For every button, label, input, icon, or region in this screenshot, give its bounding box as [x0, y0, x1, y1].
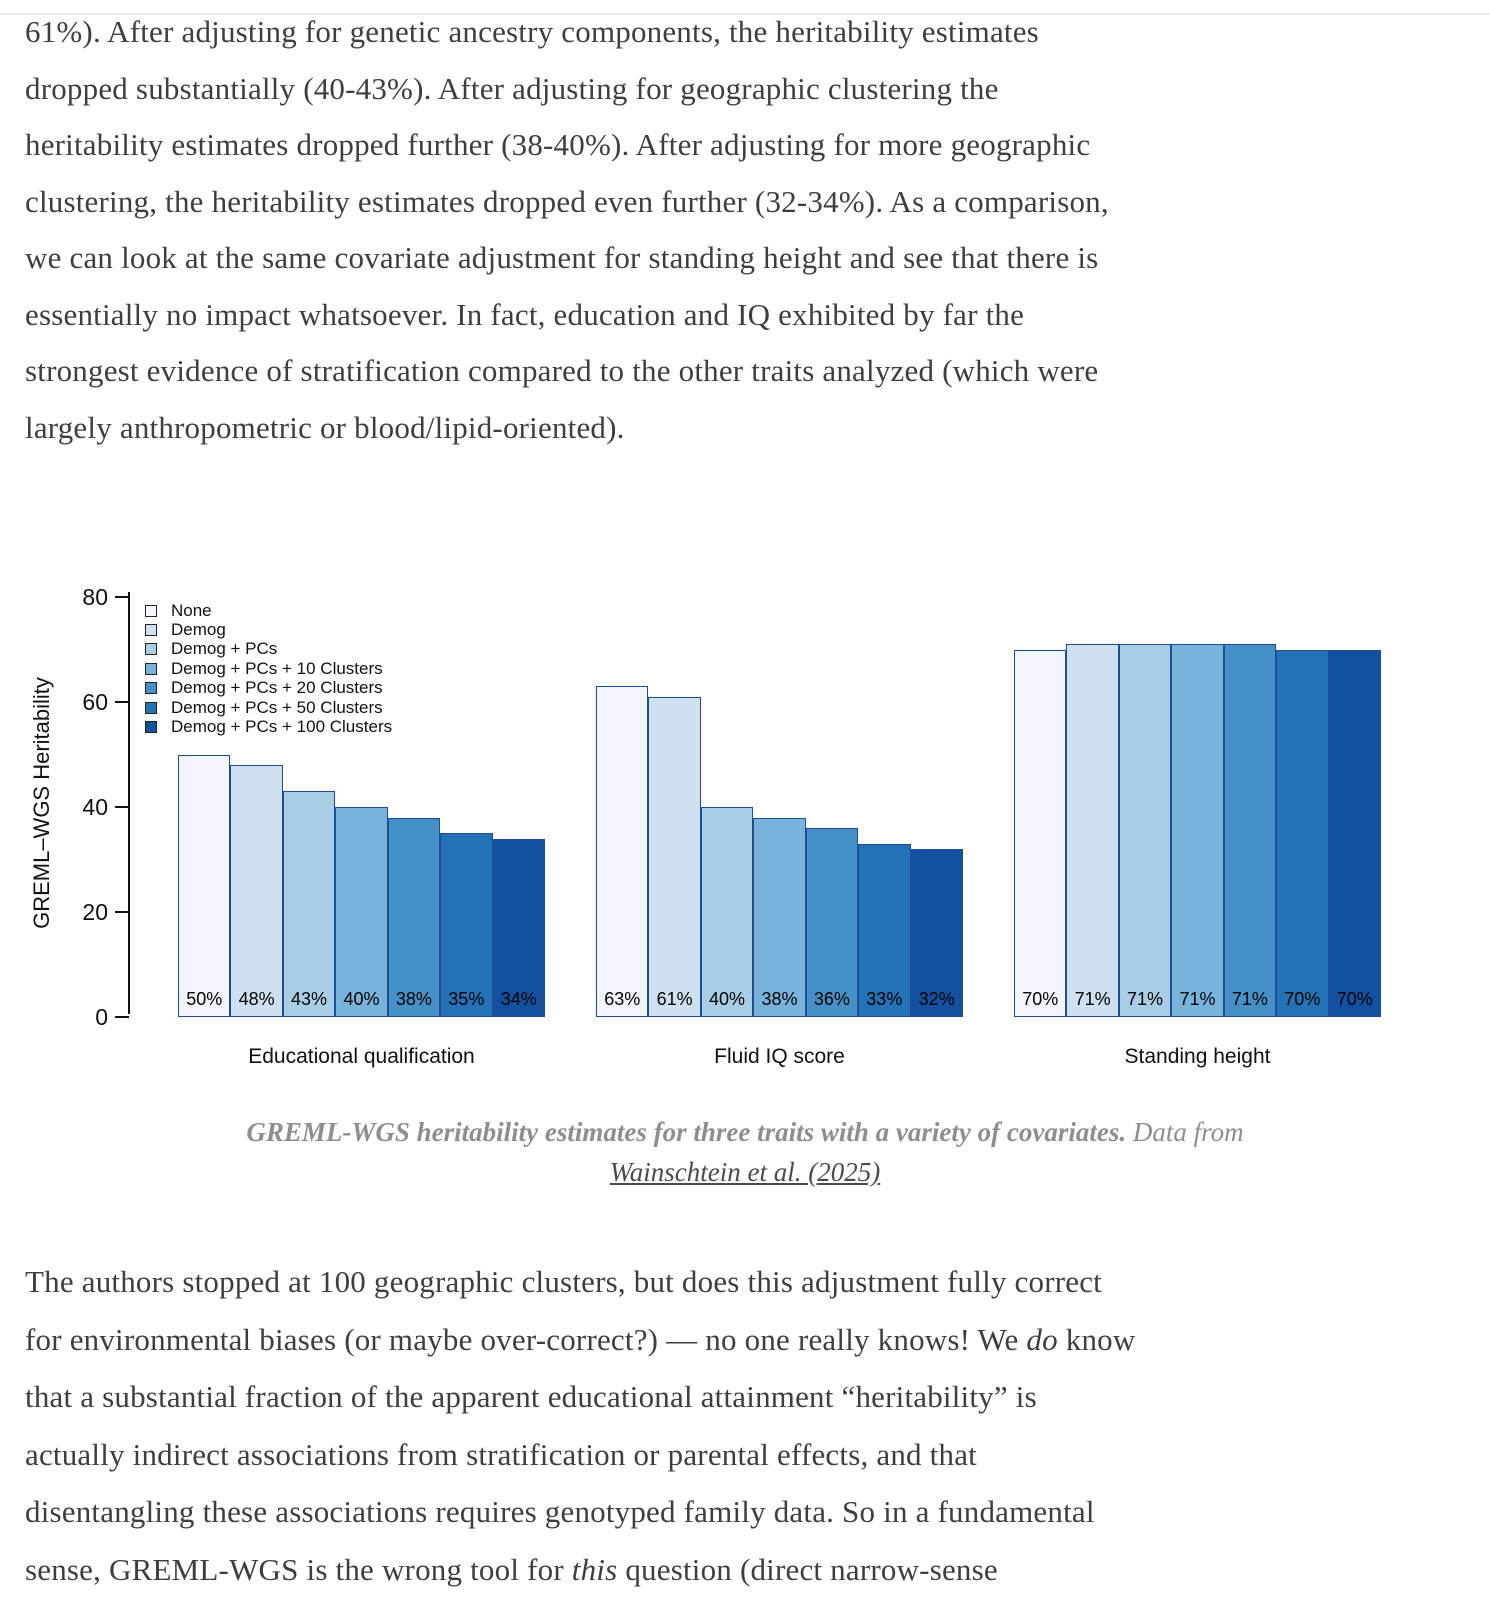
- data-bar: [335, 807, 387, 1017]
- data-bar: [493, 839, 545, 1018]
- legend-color-swatch: [145, 605, 157, 617]
- text-segment: question (direct narrow-sense: [617, 1551, 998, 1587]
- bar-value-label: 61%: [656, 989, 693, 1009]
- bar-value-label: 48%: [238, 989, 275, 1009]
- text-line: [25, 1483, 1470, 1541]
- y-tick-mark: [115, 806, 129, 808]
- text-segment: actually indirect associations from stratification or parental effects, and that: [25, 1436, 977, 1472]
- y-tick-mark: [115, 911, 129, 913]
- text-segment: largely anthropometric or blood/lipid-oriented).: [25, 409, 625, 445]
- data-bar: [596, 686, 648, 1017]
- data-bar: [230, 765, 282, 1017]
- text-line: [25, 1311, 1470, 1369]
- text-segment: dropped substantially (40-43%). After adjusting for geographic clustering the: [25, 70, 999, 106]
- text-line: [25, 343, 1470, 400]
- italic-text: this: [571, 1551, 618, 1587]
- citation-link[interactable]: Wainschtein et al. (2025): [609, 1157, 881, 1187]
- legend-item: [145, 717, 392, 736]
- text-segment: heritability estimates dropped further (38-40%). After adjusting for more geographic: [25, 127, 1091, 162]
- data-bar: [911, 849, 963, 1017]
- y-tick-mark: [115, 1016, 129, 1018]
- bar-value-label: 43%: [291, 989, 328, 1009]
- text-line: [25, 1253, 1470, 1311]
- text-line: [25, 1368, 1470, 1426]
- text-line: [25, 117, 1470, 174]
- legend-item: [145, 620, 392, 639]
- y-tick-label: 20: [82, 899, 108, 925]
- legend-item: [145, 659, 392, 678]
- y-tick-mark: [115, 701, 129, 703]
- text-segment: essentially no impact whatsoever. In fact, education and IQ exhibited by far the: [25, 296, 1025, 332]
- text-segment: that a substantial fraction of the apparent educational attainment “heritability” is: [25, 1379, 1037, 1414]
- data-bar: [440, 833, 492, 1017]
- data-bar: [753, 818, 805, 1018]
- legend-label: Demog + PCs + 100 Clusters: [171, 717, 393, 737]
- x-category-label: Educational qualification: [248, 1045, 475, 1068]
- chart-legend: [145, 601, 392, 737]
- bar-value-label: 38%: [395, 989, 432, 1009]
- caption-main-text: GREML-WGS heritability estimates for three traits with a variety of covariates.: [246, 1117, 1127, 1147]
- text-line: [25, 1426, 1470, 1484]
- text-line: [25, 230, 1470, 287]
- text-line: [25, 61, 1470, 118]
- y-tick-label: 80: [82, 584, 108, 610]
- figure-caption: [0, 1112, 1490, 1192]
- data-bar: [1276, 650, 1328, 1018]
- y-tick-label: 40: [82, 794, 108, 820]
- data-bar: [701, 807, 753, 1017]
- text-segment: sense, GREML-WGS is the wrong tool for: [25, 1551, 572, 1587]
- bar-value-label: 38%: [761, 989, 798, 1009]
- legend-label: Demog + PCs + 20 Clusters: [171, 678, 383, 698]
- legend-color-swatch: [145, 624, 157, 636]
- data-bar: [858, 844, 910, 1017]
- bar-value-label: 34%: [500, 989, 537, 1009]
- y-axis-title: GREML–WGS Heritability: [29, 677, 54, 929]
- data-bar: [1224, 644, 1276, 1017]
- bar-value-label: 36%: [813, 989, 850, 1009]
- bar-value-label: 71%: [1074, 989, 1111, 1009]
- data-bar: [283, 791, 335, 1017]
- legend-color-swatch: [145, 663, 157, 675]
- article-paragraph-bottom: [25, 1253, 1470, 1598]
- legend-label: Demog: [171, 620, 226, 640]
- text-segment: we can look at the same covariate adjustment for standing height and see that there is: [25, 240, 1099, 275]
- legend-color-swatch: [145, 721, 157, 733]
- text-segment: clustering, the heritability estimates dropped even further (32-34%). As a comparison,: [25, 183, 1109, 219]
- legend-label: Demog + PCs + 10 Clusters: [171, 658, 383, 678]
- text-line: [25, 287, 1470, 344]
- legend-color-swatch: [145, 643, 157, 655]
- legend-item: [145, 601, 392, 620]
- bar-value-label: 70%: [1284, 989, 1321, 1009]
- bar-group: [1014, 644, 1381, 1017]
- bar-value-label: 50%: [186, 989, 223, 1009]
- data-bar: [1066, 644, 1118, 1017]
- y-tick-mark: [115, 596, 129, 598]
- caption-source-text: Data from: [1126, 1117, 1244, 1147]
- bar-group: [178, 755, 545, 1018]
- data-bar: [178, 755, 230, 1018]
- data-bar: [648, 697, 700, 1017]
- legend-label: None: [171, 600, 212, 620]
- bar-value-label: 40%: [709, 989, 746, 1009]
- bar-value-label: 71%: [1179, 989, 1216, 1009]
- data-bar: [1119, 644, 1171, 1017]
- text-segment: strongest evidence of stratification compared to the other traits analyzed (which were: [25, 353, 1099, 388]
- y-axis-line: [128, 592, 130, 1014]
- data-bar: [1171, 644, 1223, 1017]
- caption-line-2: [0, 1152, 1490, 1192]
- bar-value-label: 70%: [1022, 989, 1059, 1009]
- bar-value-label: 40%: [343, 989, 380, 1009]
- text-line: [25, 4, 1470, 61]
- x-category-label: Fluid IQ score: [714, 1045, 845, 1068]
- text-line: [25, 1541, 1470, 1599]
- legend-item: [145, 679, 392, 698]
- article-paragraph-top: [25, 4, 1470, 456]
- text-segment: know: [1057, 1321, 1136, 1357]
- text-segment: for environmental biases (or maybe over-correct?) — no one really knows! We: [25, 1321, 1027, 1357]
- text-segment: disentangling these associations requires genotyped family data. So in a fundamental: [25, 1494, 1095, 1529]
- data-bar: [1014, 650, 1066, 1018]
- text-line: [25, 174, 1470, 231]
- text-segment: The authors stopped at 100 geographic clusters, but does this adjustment fully correct: [25, 1264, 1102, 1299]
- text-line: [25, 400, 1470, 457]
- legend-label: Demog + PCs + 50 Clusters: [171, 697, 383, 717]
- x-category-label: Standing height: [1124, 1045, 1271, 1068]
- legend-item: [145, 698, 392, 717]
- data-bar: [1329, 650, 1381, 1018]
- heritability-bar-chart: [0, 545, 1490, 1075]
- caption-line-1: [0, 1112, 1490, 1152]
- bar-value-label: 32%: [918, 989, 955, 1009]
- bar-value-label: 71%: [1127, 989, 1164, 1009]
- bar-value-label: 35%: [448, 989, 485, 1009]
- data-bar: [806, 828, 858, 1017]
- data-bar: [388, 818, 440, 1018]
- text-segment: 61%). After adjusting for genetic ancestry components, the heritability estimates: [25, 14, 1039, 49]
- legend-color-swatch: [145, 702, 157, 714]
- italic-text: do: [1026, 1321, 1058, 1357]
- legend-color-swatch: [145, 682, 157, 694]
- bar-group: [596, 686, 963, 1017]
- y-tick-label: 60: [82, 689, 108, 715]
- y-tick-label: 0: [95, 1004, 108, 1030]
- bar-value-label: 70%: [1336, 989, 1373, 1009]
- legend-item: [145, 640, 392, 659]
- bar-value-label: 63%: [604, 989, 641, 1009]
- bar-value-label: 71%: [1231, 989, 1268, 1009]
- legend-label: Demog + PCs: [171, 639, 278, 659]
- bar-value-label: 33%: [866, 989, 903, 1009]
